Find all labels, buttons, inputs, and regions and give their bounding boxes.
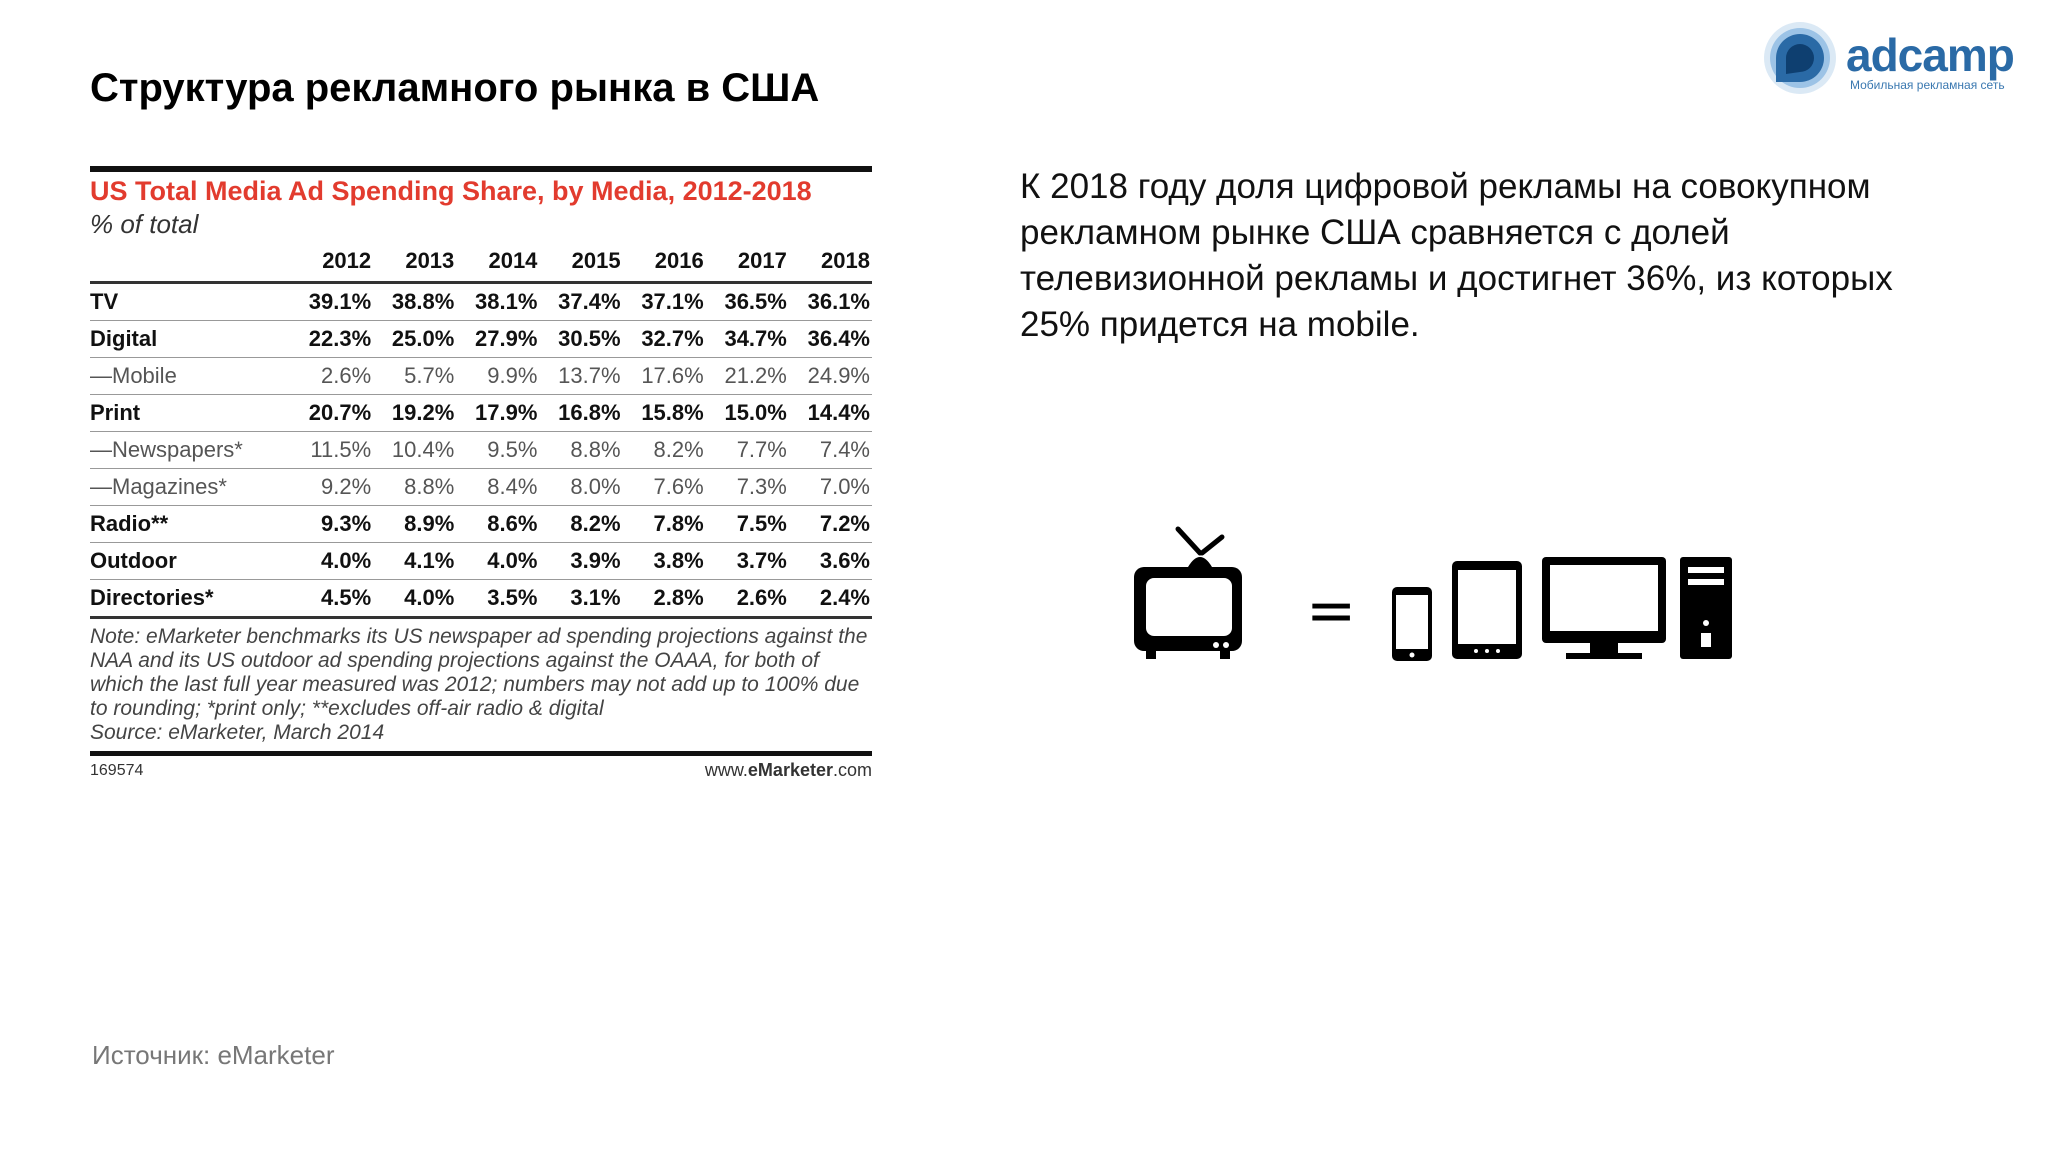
table-cell: 22.3% <box>290 321 373 358</box>
table-cell: 7.6% <box>623 469 706 506</box>
row-label: Directories* <box>90 585 214 610</box>
logo-name: adcamp <box>1846 29 2014 81</box>
svg-text:=: = <box>1306 576 1357 646</box>
table-cell: 8.8% <box>539 432 622 469</box>
table-cell: 17.9% <box>456 395 539 432</box>
table-cell: 5.7% <box>373 358 456 395</box>
table-cell: 3.7% <box>706 543 789 580</box>
figure-notes <box>90 616 872 745</box>
table-row <box>90 321 872 358</box>
table-cell: 9.9% <box>456 358 539 395</box>
slide-description: К 2018 году доля цифровой рекламы на совокупном рекламном рынке США сравняется с долей телевизионной рекламы и достигнет 36%, из которых 25% придется на mobile. <box>1020 167 1893 344</box>
row-label: TV <box>90 283 290 321</box>
table-cell: 25.0% <box>373 321 456 358</box>
table-cell: 30.5% <box>539 321 622 358</box>
row-label: —Mobile <box>90 358 290 395</box>
source-caption: Источник: eMarketer <box>92 1040 335 1070</box>
table-cell: 36.5% <box>706 283 789 321</box>
table-cell: 8.4% <box>456 469 539 506</box>
table-cell: 8.6% <box>456 506 539 543</box>
table-row <box>90 432 872 469</box>
tv-icon <box>1134 529 1242 659</box>
figure-top-rule <box>90 166 872 172</box>
table-cell: 7.3% <box>706 469 789 506</box>
row-label: Radio** <box>90 506 290 543</box>
table-cell: 2.4% <box>819 585 870 610</box>
column-header: 2012 <box>290 241 373 283</box>
table-cell: 38.8% <box>373 283 456 321</box>
column-header: 2014 <box>456 241 539 283</box>
table-cell: 3.8% <box>623 543 706 580</box>
figure-id: 169574 <box>90 762 144 779</box>
table-cell: 3.6% <box>789 543 872 580</box>
table-row <box>90 395 872 432</box>
pc-tower-icon <box>1680 557 1732 659</box>
table-cell: 21.2% <box>706 358 789 395</box>
table-cell: 13.7% <box>539 358 622 395</box>
figure-subtitle: % of total <box>90 209 199 239</box>
table-cell: 20.7% <box>290 395 373 432</box>
table-cell: 14.4% <box>789 395 872 432</box>
table-cell: 4.0% <box>456 543 539 580</box>
row-label: Print <box>90 395 290 432</box>
table-cell: 3.9% <box>539 543 622 580</box>
figure-title: US Total Media Ad Spending Share, by Media, 2012-2018 <box>90 176 812 206</box>
table-cell: 37.4% <box>539 283 622 321</box>
header-corner <box>90 241 290 283</box>
figure-footer <box>90 756 872 782</box>
table-row <box>90 283 872 321</box>
table-cell: 32.7% <box>623 321 706 358</box>
table-cell: 3.5% <box>487 585 538 610</box>
table-cell: 7.0% <box>789 469 872 506</box>
table-cell: 7.2% <box>789 506 872 543</box>
column-header: 2018 <box>789 241 872 283</box>
tablet-icon <box>1452 561 1522 659</box>
table-cell: 2.6% <box>290 358 373 395</box>
table-cell: 11.5% <box>290 432 373 469</box>
table-cell: 34.7% <box>706 321 789 358</box>
table-cell: 19.2% <box>373 395 456 432</box>
table-cell: 8.9% <box>373 506 456 543</box>
table-cell: 10.4% <box>373 432 456 469</box>
table-cell: 39.1% <box>290 283 373 321</box>
figure-note: Note: eMarketer benchmarks its US newspaper ad spending projections against the NAA and its US outdoor ad spending projections against the OAAA, for both of which the last full year measured was 2012; numbers may not add up to 100% due to rounding; *print only; **excludes off-air radio & digital <box>90 625 868 720</box>
table-cell: 16.8% <box>539 395 622 432</box>
table-cell: 15.8% <box>623 395 706 432</box>
table-cell: 7.5% <box>706 506 789 543</box>
table-cell: 36.4% <box>789 321 872 358</box>
smartphone-icon <box>1392 587 1432 661</box>
table-cell: 15.0% <box>706 395 789 432</box>
column-header: 2017 <box>706 241 789 283</box>
slide-title: Структура рекламного рынка в США <box>90 66 820 110</box>
table-cell: 4.0% <box>290 543 373 580</box>
table-cell: 9.5% <box>456 432 539 469</box>
table-cell: 7.7% <box>706 432 789 469</box>
table-cell: 9.3% <box>290 506 373 543</box>
monitor-icon <box>1542 557 1666 659</box>
table-cell: 24.9% <box>789 358 872 395</box>
table-cell: 38.1% <box>456 283 539 321</box>
table-cell: 8.2% <box>539 506 622 543</box>
table-row <box>90 358 872 395</box>
table-cell: 4.1% <box>373 543 456 580</box>
table-row <box>90 543 872 580</box>
row-label: —Newspapers* <box>90 432 290 469</box>
table-cell: 36.1% <box>789 283 872 321</box>
figure-site: www.eMarketer.com <box>704 760 872 780</box>
column-header: 2013 <box>373 241 456 283</box>
adcamp-logo <box>1762 18 2032 96</box>
table-cell: 2.6% <box>736 585 787 610</box>
table-cell: 2.8% <box>653 585 704 610</box>
table-cell: 8.2% <box>623 432 706 469</box>
table-cell: 8.0% <box>539 469 622 506</box>
table-cell: 3.1% <box>570 585 621 610</box>
table-cell: 37.1% <box>623 283 706 321</box>
table-row <box>90 506 872 543</box>
column-header: 2015 <box>539 241 622 283</box>
table-row <box>90 469 872 506</box>
figure-source: Source: eMarketer, March 2014 <box>90 721 385 744</box>
column-header: 2016 <box>623 241 706 283</box>
equals-sign <box>1306 576 1356 646</box>
table-cell: 7.4% <box>789 432 872 469</box>
table-header-row <box>90 241 872 283</box>
table-cell: 4.5% <box>320 585 372 610</box>
logo-tagline: Мобильная рекламная сеть <box>1850 78 2005 92</box>
table-cell: 8.8% <box>373 469 456 506</box>
row-label: Outdoor <box>90 543 290 580</box>
row-label: Digital <box>90 321 290 358</box>
emarketer-table-figure <box>90 166 872 782</box>
table-cell: 17.6% <box>623 358 706 395</box>
table-cell: 7.8% <box>623 506 706 543</box>
tv-equals-devices-illustration <box>1130 525 1750 680</box>
speech-bubble-icon <box>1762 20 1838 96</box>
table-row <box>90 580 872 617</box>
data-table <box>90 241 872 616</box>
table-cell: 4.0% <box>404 585 455 610</box>
row-label: —Magazines* <box>90 469 290 506</box>
table-cell: 9.2% <box>290 469 373 506</box>
table-cell: 27.9% <box>456 321 539 358</box>
